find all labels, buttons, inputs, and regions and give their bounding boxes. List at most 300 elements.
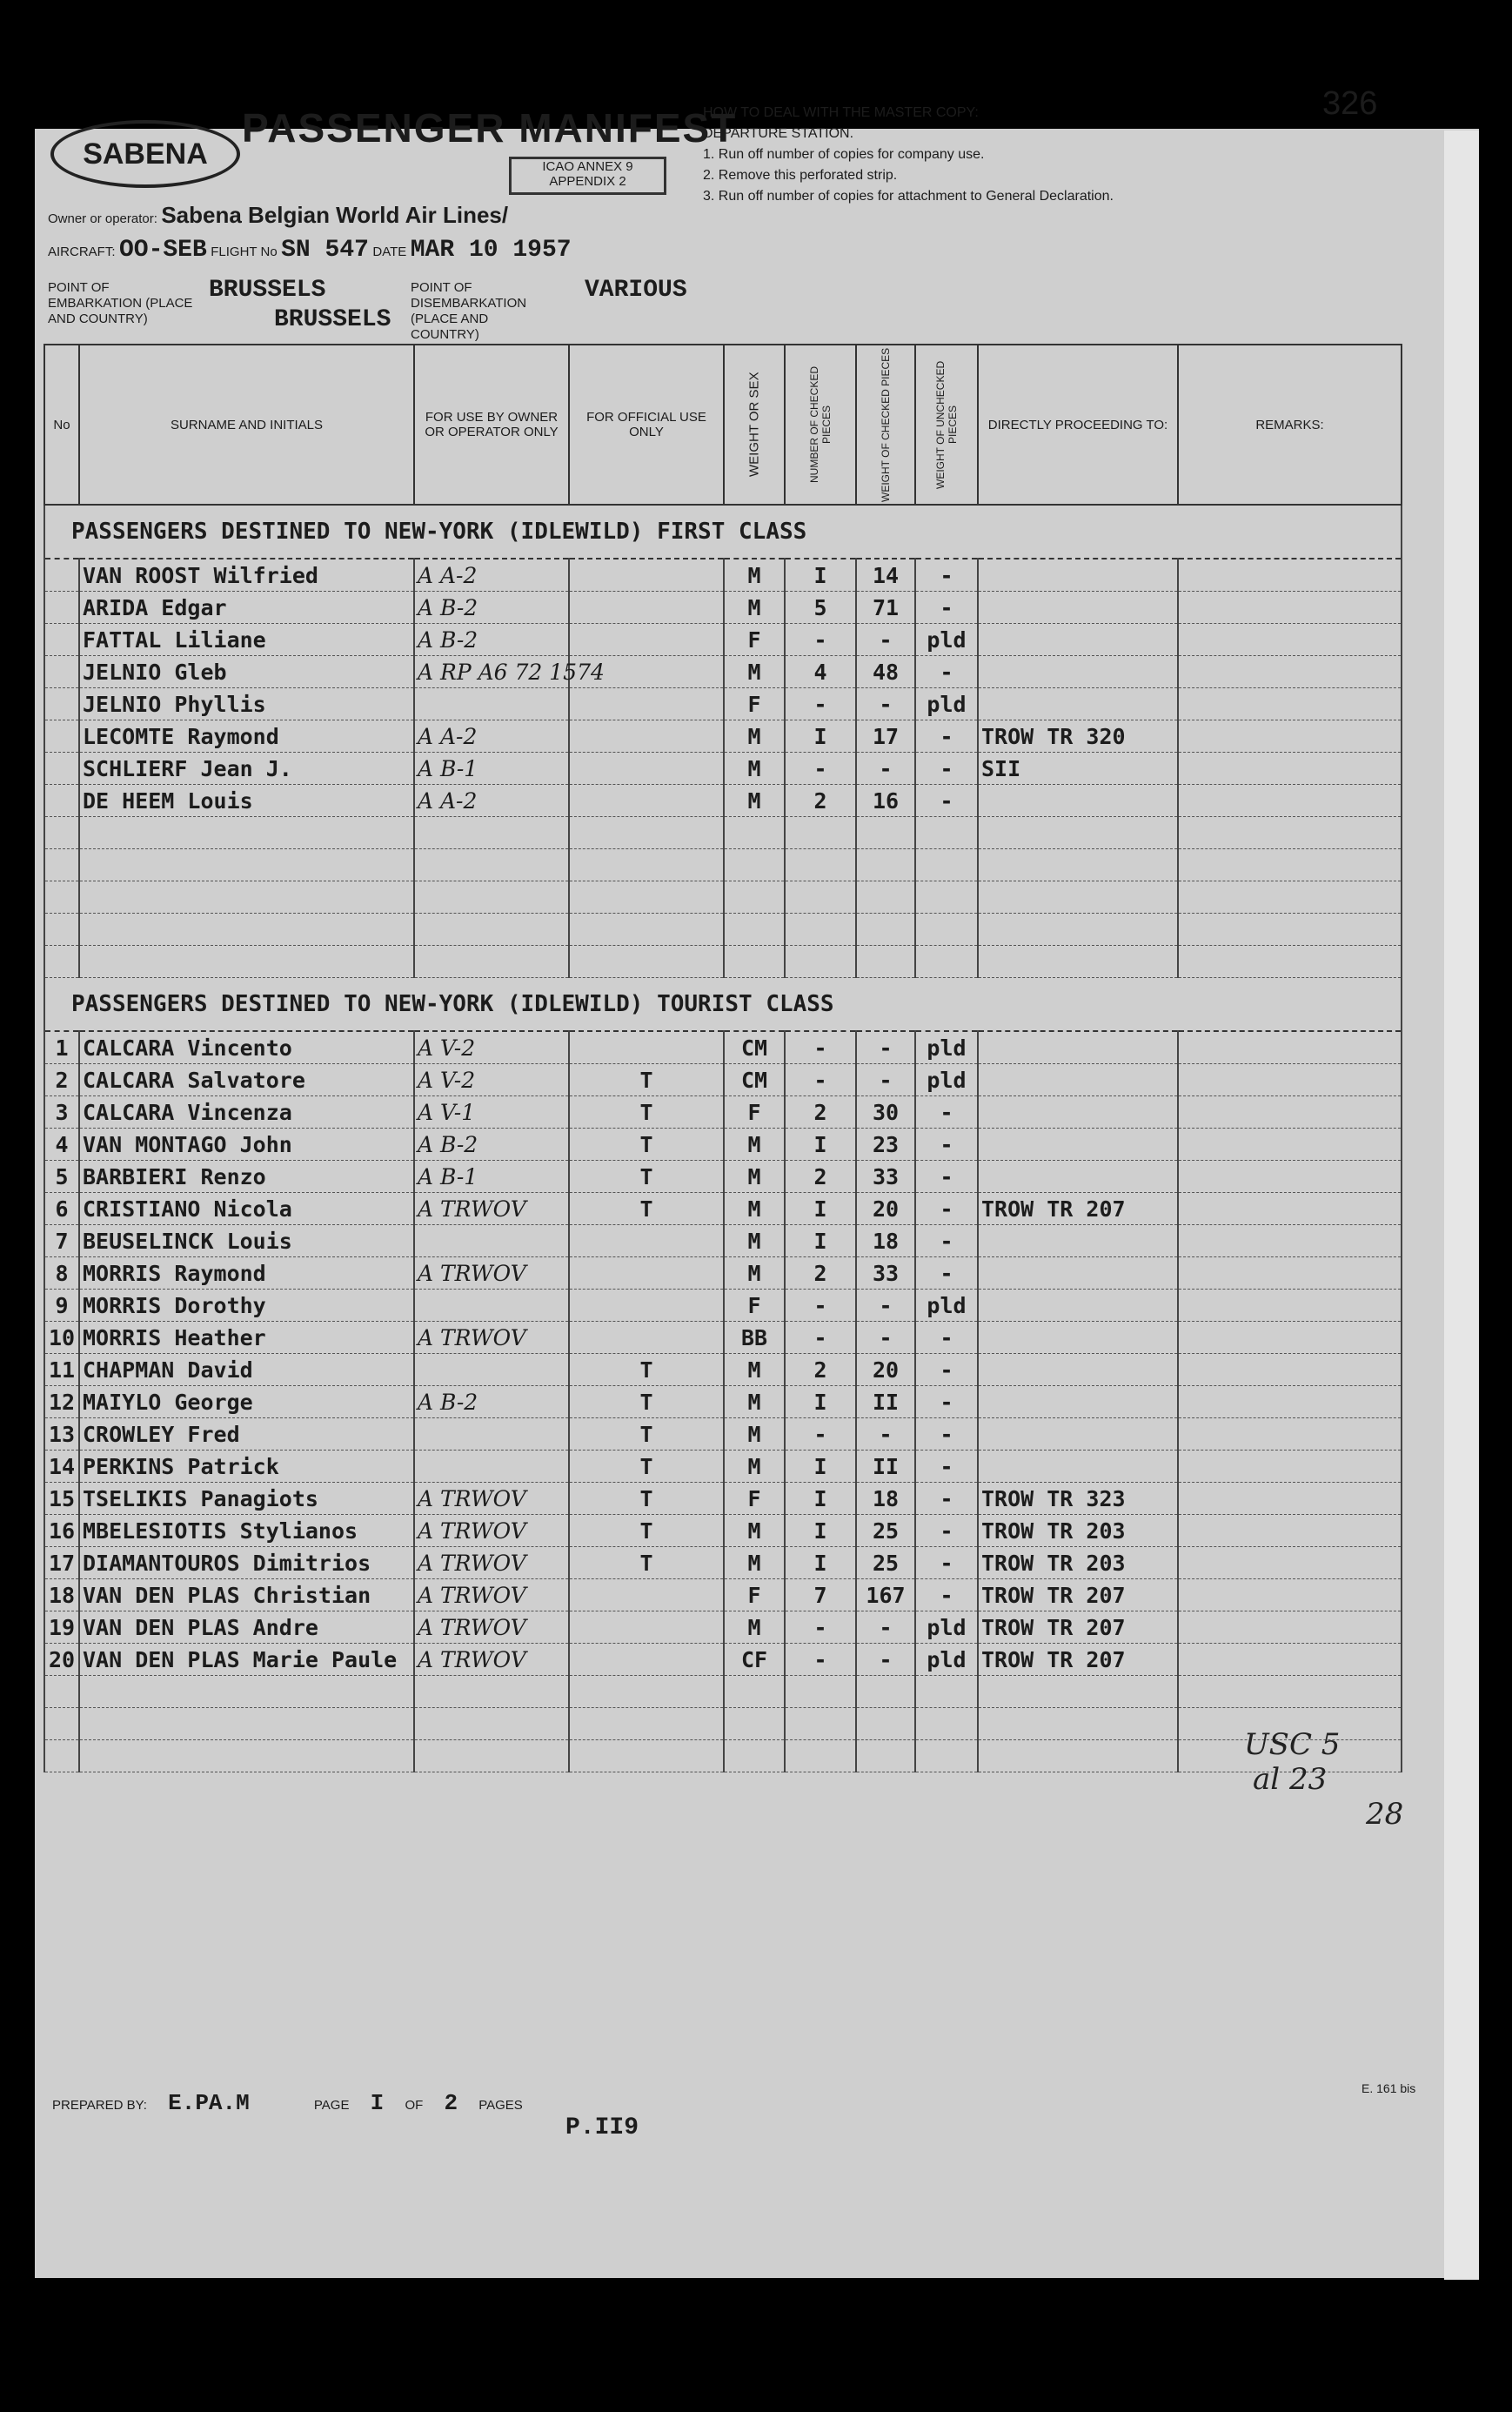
- cell-off: [569, 688, 724, 720]
- cell-off: T: [569, 1354, 724, 1386]
- blank-cell: [1178, 849, 1402, 881]
- cell-no: 16: [44, 1515, 79, 1547]
- cell-sex: CM: [724, 1031, 785, 1064]
- cell-proc: [978, 1290, 1178, 1322]
- cell-owner: A V-2: [414, 1064, 569, 1096]
- cell-proc: [978, 1225, 1178, 1257]
- cell-unch: -: [915, 1225, 978, 1257]
- aircraft-value: OO-SEB: [118, 237, 207, 264]
- cell-pcs: I: [785, 559, 856, 592]
- cell-name: DIAMANTOUROS Dimitrios: [79, 1547, 414, 1579]
- cell-remarks: [1178, 1515, 1402, 1547]
- table-row: [44, 1451, 1402, 1483]
- blank-cell: [724, 946, 785, 978]
- cell-proc: [978, 1386, 1178, 1418]
- cell-proc: [978, 1129, 1178, 1161]
- cell-remarks: [1178, 1483, 1402, 1515]
- form-number: E. 161 bis: [1361, 2081, 1416, 2095]
- cell-proc: [978, 1418, 1178, 1451]
- cell-off: [569, 785, 724, 817]
- cell-off: [569, 624, 724, 656]
- section-heading-row: [44, 505, 1402, 559]
- blank-cell: [915, 1708, 978, 1740]
- cell-owner: A B-1: [414, 1161, 569, 1193]
- header-row: [44, 345, 1402, 505]
- cell-pcs: 7: [785, 1579, 856, 1611]
- aircraft-row: [48, 237, 572, 264]
- blank-cell: [414, 1708, 569, 1740]
- cell-pcs: -: [785, 1644, 856, 1676]
- cell-no: 15: [44, 1483, 79, 1515]
- blank-cell: [724, 1740, 785, 1772]
- table-row: [44, 753, 1402, 785]
- cell-sex: F: [724, 1290, 785, 1322]
- cell-pcs: 2: [785, 1354, 856, 1386]
- page-number: 326: [1322, 85, 1378, 122]
- cell-unch: -: [915, 1096, 978, 1129]
- cell-name: VAN DEN PLAS Christian: [79, 1579, 414, 1611]
- cell-pcs: -: [785, 753, 856, 785]
- cell-unch: -: [915, 592, 978, 624]
- cell-remarks: [1178, 1225, 1402, 1257]
- cell-name: MORRIS Heather: [79, 1322, 414, 1354]
- blank-cell: [785, 849, 856, 881]
- blank-cell: [79, 881, 414, 914]
- cell-no: 4: [44, 1129, 79, 1161]
- cell-off: [569, 753, 724, 785]
- cell-no: 7: [44, 1225, 79, 1257]
- blank-cell: [724, 817, 785, 849]
- blank-cell: [724, 881, 785, 914]
- cell-sex: M: [724, 720, 785, 753]
- cell-name: MORRIS Dorothy: [79, 1290, 414, 1322]
- cell-wt: 71: [856, 592, 915, 624]
- cell-no: [44, 688, 79, 720]
- table-row: [44, 624, 1402, 656]
- cell-off: T: [569, 1161, 724, 1193]
- cell-proc: [978, 1354, 1178, 1386]
- blank-cell: [44, 1708, 79, 1740]
- cell-sex: F: [724, 624, 785, 656]
- table-row: [44, 1579, 1402, 1611]
- cell-owner: A B-2: [414, 624, 569, 656]
- cell-proc: [978, 1064, 1178, 1096]
- cell-wt: 18: [856, 1225, 915, 1257]
- table-row: [44, 1129, 1402, 1161]
- cell-off: [569, 720, 724, 753]
- cell-sex: M: [724, 656, 785, 688]
- cell-proc: TROW TR 323: [978, 1483, 1178, 1515]
- cell-unch: -: [915, 1451, 978, 1483]
- operator-label: Owner or operator:: [48, 211, 157, 226]
- col-official: FOR OFFICIAL USE ONLY: [569, 345, 724, 505]
- cell-remarks: [1178, 1193, 1402, 1225]
- cell-wt: II: [856, 1386, 915, 1418]
- cell-wt: II: [856, 1451, 915, 1483]
- blank-cell: [79, 817, 414, 849]
- cell-no: [44, 624, 79, 656]
- cell-wt: -: [856, 624, 915, 656]
- cell-unch: -: [915, 1386, 978, 1418]
- cell-proc: [978, 559, 1178, 592]
- blank-cell: [785, 1708, 856, 1740]
- cell-off: T: [569, 1064, 724, 1096]
- cell-proc: TROW TR 207: [978, 1611, 1178, 1644]
- blank-cell: [569, 914, 724, 946]
- cell-wt: -: [856, 1644, 915, 1676]
- cell-off: T: [569, 1386, 724, 1418]
- cell-proc: [978, 785, 1178, 817]
- cell-remarks: [1178, 1031, 1402, 1064]
- cell-wt: -: [856, 1290, 915, 1322]
- instructions: [703, 103, 1114, 207]
- blank-cell: [915, 914, 978, 946]
- blank-cell: [569, 946, 724, 978]
- of-label: OF: [405, 2098, 424, 2113]
- cell-proc: TROW TR 207: [978, 1193, 1178, 1225]
- table-row: [44, 1483, 1402, 1515]
- blank-cell: [44, 946, 79, 978]
- blank-row: [44, 914, 1402, 946]
- blank-cell: [856, 1676, 915, 1708]
- cell-wt: 23: [856, 1129, 915, 1161]
- cell-name: VAN DEN PLAS Marie Paule: [79, 1644, 414, 1676]
- blank-cell: [724, 914, 785, 946]
- cell-remarks: [1178, 1290, 1402, 1322]
- cell-proc: SII: [978, 753, 1178, 785]
- cell-proc: TROW TR 207: [978, 1644, 1178, 1676]
- cell-name: CHAPMAN David: [79, 1354, 414, 1386]
- cell-off: [569, 1031, 724, 1064]
- blank-cell: [569, 817, 724, 849]
- cell-sex: M: [724, 1225, 785, 1257]
- cell-owner: A V-1: [414, 1096, 569, 1129]
- cell-remarks: [1178, 656, 1402, 688]
- embark-label: POINT OF EMBARKATION (PLACE AND COUNTRY): [48, 280, 193, 326]
- sabena-logo: SABENA: [50, 120, 240, 188]
- blank-cell: [414, 817, 569, 849]
- blank-cell: [978, 1676, 1178, 1708]
- table-row: [44, 559, 1402, 592]
- cell-owner: A A-2: [414, 720, 569, 753]
- cell-wt: -: [856, 1064, 915, 1096]
- cell-owner: A TRWOV: [414, 1611, 569, 1644]
- cell-pcs: 5: [785, 592, 856, 624]
- table-row: [44, 1418, 1402, 1451]
- section-heading: PASSENGERS DESTINED TO NEW-YORK (IDLEWILD) TOURIST CLASS: [44, 978, 1402, 1032]
- blank-cell: [79, 1740, 414, 1772]
- cell-owner: A V-2: [414, 1031, 569, 1064]
- aircraft-label: AIRCRAFT:: [48, 245, 116, 259]
- blank-cell: [1178, 1676, 1402, 1708]
- cell-remarks: [1178, 1386, 1402, 1418]
- blank-cell: [569, 881, 724, 914]
- cell-no: [44, 592, 79, 624]
- cell-wt: 33: [856, 1161, 915, 1193]
- section-heading-row: [44, 978, 1402, 1032]
- cell-sex: CM: [724, 1064, 785, 1096]
- remark-handwritten-1: USC 5: [1244, 1727, 1341, 1762]
- cell-off: T: [569, 1193, 724, 1225]
- blank-cell: [785, 1676, 856, 1708]
- table-row: [44, 656, 1402, 688]
- blank-cell: [785, 1740, 856, 1772]
- table-row: [44, 1257, 1402, 1290]
- cell-sex: F: [724, 688, 785, 720]
- table-row: [44, 720, 1402, 753]
- cell-sex: M: [724, 1515, 785, 1547]
- table-row: [44, 1290, 1402, 1322]
- cell-pcs: -: [785, 1290, 856, 1322]
- blank-cell: [978, 914, 1178, 946]
- cell-proc: [978, 624, 1178, 656]
- icao-box: ICAO ANNEX 9 APPENDIX 2: [509, 157, 666, 195]
- cell-pcs: I: [785, 1451, 856, 1483]
- blank-cell: [785, 817, 856, 849]
- cell-sex: M: [724, 559, 785, 592]
- cell-owner: A TRWOV: [414, 1547, 569, 1579]
- cell-wt: 20: [856, 1354, 915, 1386]
- blank-cell: [414, 946, 569, 978]
- table-row: [44, 688, 1402, 720]
- cell-owner: A B-2: [414, 1386, 569, 1418]
- cell-proc: [978, 1451, 1178, 1483]
- date-label: DATE: [372, 245, 407, 259]
- table-row: [44, 1515, 1402, 1547]
- cell-name: VAN ROOST Wilfried: [79, 559, 414, 592]
- cell-unch: -: [915, 1257, 978, 1290]
- cell-name: VAN DEN PLAS Andre: [79, 1611, 414, 1644]
- cell-off: T: [569, 1096, 724, 1129]
- cell-unch: -: [915, 1418, 978, 1451]
- blank-cell: [856, 946, 915, 978]
- cell-proc: TROW TR 203: [978, 1547, 1178, 1579]
- cell-no: 11: [44, 1354, 79, 1386]
- cell-unch: -: [915, 656, 978, 688]
- col-sex: WEIGHT OR SEX: [724, 345, 785, 505]
- blank-cell: [915, 817, 978, 849]
- cell-off: [569, 1290, 724, 1322]
- cell-unch: pld: [915, 624, 978, 656]
- cell-no: 3: [44, 1096, 79, 1129]
- cell-remarks: [1178, 1579, 1402, 1611]
- cell-sex: M: [724, 1129, 785, 1161]
- cell-owner: A B-1: [414, 753, 569, 785]
- cell-wt: 17: [856, 720, 915, 753]
- cell-owner: [414, 1290, 569, 1322]
- instructions-title: HOW TO DEAL WITH THE MASTER COPY:: [703, 105, 979, 120]
- cell-no: [44, 785, 79, 817]
- cell-remarks: [1178, 1129, 1402, 1161]
- cell-sex: M: [724, 785, 785, 817]
- cell-remarks: [1178, 1096, 1402, 1129]
- blank-row: [44, 817, 1402, 849]
- cell-sex: M: [724, 1354, 785, 1386]
- cell-pcs: -: [785, 1031, 856, 1064]
- cell-remarks: [1178, 1547, 1402, 1579]
- cell-no: 18: [44, 1579, 79, 1611]
- cell-pcs: I: [785, 1483, 856, 1515]
- cell-owner: A B-2: [414, 592, 569, 624]
- table-row: [44, 1225, 1402, 1257]
- blank-cell: [978, 849, 1178, 881]
- cell-sex: M: [724, 1611, 785, 1644]
- cell-off: [569, 1644, 724, 1676]
- cell-unch: -: [915, 753, 978, 785]
- pages-label: PAGES: [478, 2098, 523, 2113]
- cell-remarks: [1178, 720, 1402, 753]
- table-row: [44, 1386, 1402, 1418]
- cell-off: [569, 1322, 724, 1354]
- cell-owner: A TRWOV: [414, 1483, 569, 1515]
- blank-cell: [915, 946, 978, 978]
- cell-proc: [978, 592, 1178, 624]
- cell-proc: [978, 1031, 1178, 1064]
- col-unchecked: WEIGHT OF UNCHECKED PIECES: [915, 345, 978, 505]
- cell-sex: M: [724, 1193, 785, 1225]
- cell-name: JELNIO Phyllis: [79, 688, 414, 720]
- blank-cell: [1178, 914, 1402, 946]
- cell-name: MBELESIOTIS Stylianos: [79, 1515, 414, 1547]
- blank-cell: [44, 849, 79, 881]
- operator-row: [48, 202, 508, 229]
- blank-cell: [414, 914, 569, 946]
- cell-remarks: [1178, 1644, 1402, 1676]
- footer-prepared: [52, 2090, 523, 2116]
- disembark-label: POINT OF DISEMBARKATION (PLACE AND COUNTRY): [411, 280, 527, 342]
- cell-name: DE HEEM Louis: [79, 785, 414, 817]
- blank-cell: [978, 881, 1178, 914]
- cell-remarks: [1178, 785, 1402, 817]
- cell-off: [569, 1225, 724, 1257]
- cell-owner: A A-2: [414, 559, 569, 592]
- cell-unch: -: [915, 785, 978, 817]
- blank-cell: [856, 881, 915, 914]
- cell-name: CALCARA Vincenza: [79, 1096, 414, 1129]
- table-row: [44, 1031, 1402, 1064]
- blank-cell: [856, 914, 915, 946]
- col-checked: NUMBER OF CHECKED PIECES: [785, 345, 856, 505]
- embark-value: BRUSSELS: [209, 277, 326, 304]
- blank-cell: [915, 1676, 978, 1708]
- cell-remarks: [1178, 688, 1402, 720]
- prepared-value: E.PA.M: [168, 2090, 250, 2116]
- cell-off: T: [569, 1129, 724, 1161]
- cell-pcs: -: [785, 1322, 856, 1354]
- cell-unch: -: [915, 1322, 978, 1354]
- cell-wt: 16: [856, 785, 915, 817]
- cell-unch: -: [915, 1161, 978, 1193]
- table-row: [44, 785, 1402, 817]
- blank-cell: [79, 849, 414, 881]
- cell-remarks: [1178, 1257, 1402, 1290]
- cell-owner: A TRWOV: [414, 1644, 569, 1676]
- table-body: [44, 505, 1402, 1772]
- cell-remarks: [1178, 1322, 1402, 1354]
- cell-no: 20: [44, 1644, 79, 1676]
- cell-name: BARBIERI Renzo: [79, 1161, 414, 1193]
- cell-pcs: I: [785, 720, 856, 753]
- cell-pcs: I: [785, 1193, 856, 1225]
- cell-wt: 167: [856, 1579, 915, 1611]
- col-surname: SURNAME AND INITIALS: [79, 345, 414, 505]
- table-row: [44, 1611, 1402, 1644]
- cell-owner: A B-2: [414, 1129, 569, 1161]
- cell-off: T: [569, 1483, 724, 1515]
- cell-pcs: I: [785, 1515, 856, 1547]
- cell-no: 5: [44, 1161, 79, 1193]
- cell-wt: -: [856, 1611, 915, 1644]
- blank-cell: [569, 849, 724, 881]
- cell-unch: -: [915, 1579, 978, 1611]
- blank-cell: [724, 849, 785, 881]
- cell-name: TSELIKIS Panagiots: [79, 1483, 414, 1515]
- cell-remarks: [1178, 1354, 1402, 1386]
- blank-cell: [414, 1740, 569, 1772]
- table-row: [44, 1193, 1402, 1225]
- cell-name: VAN MONTAGO John: [79, 1129, 414, 1161]
- cell-sex: M: [724, 753, 785, 785]
- cell-remarks: [1178, 1451, 1402, 1483]
- blank-cell: [1178, 817, 1402, 849]
- cell-proc: [978, 1096, 1178, 1129]
- cell-proc: TROW TR 320: [978, 720, 1178, 753]
- cell-proc: [978, 1161, 1178, 1193]
- cell-owner: A TRWOV: [414, 1322, 569, 1354]
- cell-wt: -: [856, 753, 915, 785]
- instructions-sub: DEPARTURE STATION.: [703, 126, 854, 141]
- cell-sex: F: [724, 1483, 785, 1515]
- cell-no: 6: [44, 1193, 79, 1225]
- cell-off: [569, 1611, 724, 1644]
- table-row: [44, 1064, 1402, 1096]
- page-label: PAGE: [313, 2098, 350, 2113]
- cell-sex: M: [724, 1547, 785, 1579]
- remark-handwritten-3: 28: [1366, 1797, 1404, 1832]
- cell-no: 13: [44, 1418, 79, 1451]
- cell-sex: F: [724, 1579, 785, 1611]
- cell-name: JELNIO Gleb: [79, 656, 414, 688]
- blank-row: [44, 881, 1402, 914]
- cell-pcs: 2: [785, 1096, 856, 1129]
- blank-cell: [856, 849, 915, 881]
- cell-pcs: -: [785, 688, 856, 720]
- cell-no: 2: [44, 1064, 79, 1096]
- cell-remarks: [1178, 559, 1402, 592]
- cell-pcs: 2: [785, 1257, 856, 1290]
- cell-no: 8: [44, 1257, 79, 1290]
- col-proceeding: DIRECTLY PROCEEDING TO:: [978, 345, 1178, 505]
- instruction-3: 3. Run off number of copies for attachment to General Declaration.: [703, 189, 1114, 204]
- page-ref: P.II9: [565, 2114, 639, 2141]
- cell-name: ARIDA Edgar: [79, 592, 414, 624]
- embark-value-2: BRUSSELS: [274, 306, 391, 333]
- blank-cell: [978, 946, 1178, 978]
- cell-name: CRISTIANO Nicola: [79, 1193, 414, 1225]
- cell-no: [44, 753, 79, 785]
- cell-name: CALCARA Salvatore: [79, 1064, 414, 1096]
- cell-unch: pld: [915, 688, 978, 720]
- flight-value: SN 547: [281, 237, 369, 264]
- cell-sex: F: [724, 1096, 785, 1129]
- blank-cell: [856, 1740, 915, 1772]
- prepared-label: PREPARED BY:: [52, 2098, 147, 2113]
- cell-owner: [414, 1225, 569, 1257]
- table-row: [44, 1354, 1402, 1386]
- cell-wt: 30: [856, 1096, 915, 1129]
- blank-cell: [915, 1740, 978, 1772]
- table-row: [44, 1161, 1402, 1193]
